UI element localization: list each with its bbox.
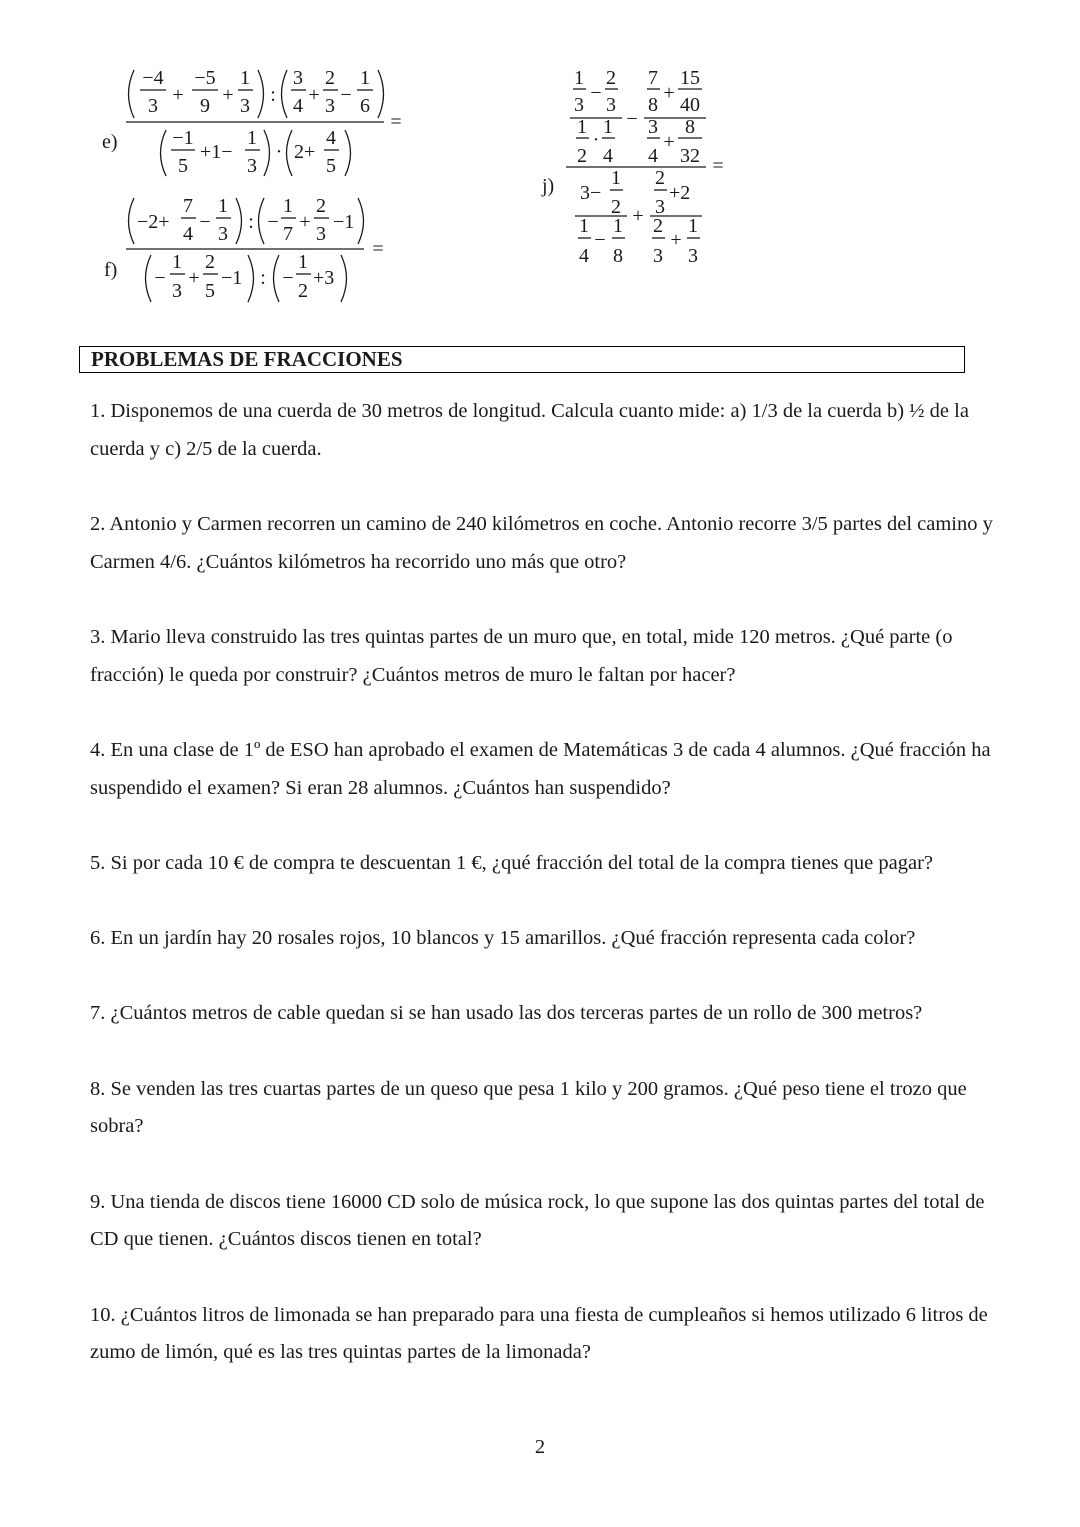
paren	[248, 255, 254, 302]
svg-text:1: 1	[613, 215, 623, 237]
svg-text:+1−: +1−	[200, 141, 233, 163]
svg-text:7: 7	[283, 223, 293, 245]
svg-text::: :	[260, 267, 266, 289]
svg-text:3: 3	[240, 95, 250, 117]
svg-text:−5: −5	[194, 67, 216, 89]
svg-text:7: 7	[648, 67, 658, 89]
paren	[282, 70, 288, 118]
svg-text:+: +	[663, 82, 675, 104]
svg-text:1: 1	[603, 116, 613, 138]
svg-text:2: 2	[655, 167, 665, 189]
fraction	[678, 116, 702, 167]
svg-text:1: 1	[247, 127, 257, 149]
svg-text:3: 3	[293, 67, 303, 89]
svg-text:−1: −1	[172, 127, 194, 149]
svg-text:−1: −1	[333, 211, 355, 233]
svg-text:2: 2	[606, 67, 616, 89]
svg-text:6: 6	[360, 95, 370, 117]
fraction	[610, 167, 623, 218]
svg-text:−: −	[154, 267, 166, 289]
fraction	[612, 215, 625, 267]
svg-text:32: 32	[680, 145, 700, 167]
paren	[287, 130, 293, 176]
paren	[129, 70, 135, 118]
fraction	[602, 116, 615, 167]
fraction	[687, 215, 700, 267]
svg-text:8: 8	[613, 245, 623, 267]
fraction	[652, 215, 665, 267]
svg-text:5: 5	[205, 280, 215, 302]
fraction	[170, 251, 185, 302]
svg-text:2: 2	[325, 67, 335, 89]
svg-text:1: 1	[360, 67, 370, 89]
fraction	[314, 195, 329, 245]
svg-text:3: 3	[606, 94, 616, 116]
fraction	[296, 251, 311, 302]
paren	[274, 255, 280, 302]
fraction	[647, 116, 660, 167]
svg-text:−1: −1	[221, 267, 243, 289]
problem-item: 9. Una tienda de discos tiene 16000 CD solo de música rock, lo que supone las dos quintas partes del total de CD que tienen. ¿Cuántos discos tienen en total?	[90, 1190, 985, 1250]
svg-text:=: =	[390, 111, 402, 133]
svg-text:3−: 3−	[580, 182, 602, 204]
svg-text:1: 1	[574, 67, 584, 89]
paren	[264, 130, 270, 176]
svg-text:3: 3	[325, 95, 335, 117]
exercise-j-label: j)	[542, 175, 555, 197]
svg-text:3: 3	[688, 245, 698, 267]
svg-text:−: −	[594, 229, 606, 251]
svg-text:4: 4	[603, 145, 613, 167]
paren	[146, 255, 152, 302]
svg-text:3: 3	[655, 196, 665, 218]
svg-text:+: +	[222, 84, 234, 106]
paren	[258, 70, 264, 118]
svg-text:2: 2	[653, 215, 663, 237]
svg-text:5: 5	[178, 155, 188, 177]
paren	[341, 255, 347, 302]
svg-text:+3: +3	[313, 267, 335, 289]
svg-text:4: 4	[648, 145, 658, 167]
exercise-e	[0, 0, 1080, 340]
svg-text:−2+: −2+	[137, 211, 170, 233]
problem-list	[90, 393, 995, 1372]
fraction	[573, 67, 586, 116]
svg-text:2: 2	[298, 280, 308, 302]
svg-text:3: 3	[316, 223, 326, 245]
svg-text:2: 2	[577, 145, 587, 167]
svg-text:4: 4	[183, 223, 193, 245]
svg-text:2+: 2+	[294, 141, 316, 163]
svg-text:+: +	[670, 229, 682, 251]
fraction	[357, 67, 373, 117]
svg-text:·: ·	[275, 141, 283, 163]
svg-text:+: +	[299, 211, 311, 233]
exercise-f-label: f)	[104, 259, 118, 281]
svg-text:+2: +2	[669, 182, 691, 204]
svg-text:1: 1	[218, 195, 228, 217]
fraction	[171, 127, 195, 177]
paren	[345, 130, 351, 176]
svg-text::: :	[248, 211, 254, 233]
svg-text:8: 8	[685, 116, 695, 138]
paren	[378, 70, 384, 118]
paren	[129, 198, 135, 244]
svg-text:9: 9	[200, 95, 210, 117]
svg-text:=: =	[712, 155, 724, 177]
svg-text:4: 4	[579, 245, 589, 267]
problem-item: 7. ¿Cuántos metros de cable quedan si se han usado las dos terceras partes de un rollo de 300 metros?	[90, 1002, 923, 1024]
fraction	[324, 127, 339, 177]
fraction	[192, 67, 218, 117]
svg-text:+: +	[663, 131, 675, 153]
svg-text:−: −	[199, 211, 211, 233]
svg-text:1: 1	[172, 251, 182, 273]
problem-item: 2. Antonio y Carmen recorren un camino de 240 kilómetros en coche. Antonio recorre 3/5 partes del camino y Carmen 4/6. ¿Cuántos kilómetros ha recorrido uno más que otro?	[90, 513, 993, 573]
problem-item: 5. Si por cada 10 € de compra te descuentan 1 €, ¿qué fracción del total de la compra tienes que pagar?	[90, 852, 934, 874]
fraction	[203, 251, 218, 302]
paren	[358, 198, 364, 244]
fraction	[323, 67, 338, 117]
problem-item: 6. En un jardín hay 20 rosales rojos, 10 blancos y 15 amarillos. ¿Qué fracción representa cada color?	[90, 926, 916, 949]
page-number: 2	[534, 1436, 546, 1458]
svg-text:5: 5	[326, 155, 336, 177]
fraction	[578, 215, 591, 267]
fraction	[678, 67, 702, 116]
svg-text:7: 7	[183, 195, 193, 217]
fraction	[245, 127, 260, 177]
problem-item: 4. En una clase de 1º de ESO han aprobado el examen de Matemáticas 3 de cada 4 alumnos. ¿Qué fracción ha suspendido el examen? Si eran 28 alumnos. ¿Cuántos han suspendido?	[90, 739, 991, 799]
exercise-e-label: e)	[102, 131, 118, 153]
svg-text:1: 1	[283, 195, 293, 217]
svg-text::: :	[270, 84, 276, 106]
svg-text:15: 15	[680, 67, 700, 89]
svg-text:−: −	[267, 211, 279, 233]
svg-text:+: +	[308, 84, 320, 106]
paren	[259, 198, 265, 244]
svg-text:2: 2	[316, 195, 326, 217]
fraction	[281, 195, 296, 245]
svg-text:2: 2	[611, 196, 621, 218]
svg-text:4: 4	[293, 95, 303, 117]
svg-text:3: 3	[574, 94, 584, 116]
svg-text:3: 3	[218, 223, 228, 245]
svg-text:1: 1	[240, 67, 250, 89]
problem-item: 8. Se venden las tres cuartas partes de un queso que pesa 1 kilo y 200 gramos. ¿Qué peso tiene el trozo que sobra?	[90, 1077, 967, 1137]
svg-text:1: 1	[298, 251, 308, 273]
svg-text:8: 8	[648, 94, 658, 116]
svg-text:+: +	[172, 84, 184, 106]
svg-text:2: 2	[205, 251, 215, 273]
svg-text:3: 3	[648, 116, 658, 138]
svg-text:3: 3	[148, 95, 158, 117]
svg-text:1: 1	[579, 215, 589, 237]
fraction	[216, 195, 231, 245]
svg-text:+: +	[632, 205, 644, 227]
paren	[161, 130, 167, 176]
fraction	[140, 67, 166, 117]
svg-text:−: −	[282, 267, 294, 289]
svg-text:−4: −4	[142, 67, 164, 89]
problem-item: 3. Mario lleva construido las tres quintas partes de un muro que, en total, mide 120 metros. ¿Qué parte (o fracción) le queda por construir? ¿Cuántos metros de muro le faltan por hacer?	[90, 626, 953, 686]
svg-text:1: 1	[611, 167, 621, 189]
svg-text:−: −	[626, 108, 638, 130]
svg-text:·: ·	[592, 129, 600, 151]
fraction	[647, 67, 660, 116]
svg-text:4: 4	[326, 127, 336, 149]
svg-text:1: 1	[577, 116, 587, 138]
svg-text:=: =	[372, 238, 384, 260]
svg-text:1: 1	[688, 215, 698, 237]
problem-item: 10. ¿Cuántos litros de limonada se han preparado para una fiesta de cumpleaños si hemos utilizado 6 litros de zumo de limón, qué es las tres quintas partes de la limonada?	[90, 1303, 988, 1363]
paren	[236, 198, 242, 244]
fraction	[576, 116, 589, 167]
fraction	[238, 67, 253, 117]
fraction	[605, 67, 618, 116]
fraction	[181, 195, 196, 245]
svg-text:−: −	[590, 82, 602, 104]
fraction	[291, 67, 306, 117]
fraction	[654, 167, 667, 218]
section-title: PROBLEMAS DE FRACCIONES	[79, 346, 965, 373]
svg-text:3: 3	[653, 245, 663, 267]
svg-text:3: 3	[172, 280, 182, 302]
svg-text:+: +	[188, 267, 200, 289]
svg-text:40: 40	[680, 94, 700, 116]
svg-text:3: 3	[247, 155, 257, 177]
svg-text:−: −	[340, 84, 352, 106]
problem-item: 1. Disponemos de una cuerda de 30 metros de longitud. Calcula cuanto mide: a) 1/3 de la cuerda b) ½ de la cuerda y c) 2/5 de la cuerda.	[90, 400, 969, 460]
